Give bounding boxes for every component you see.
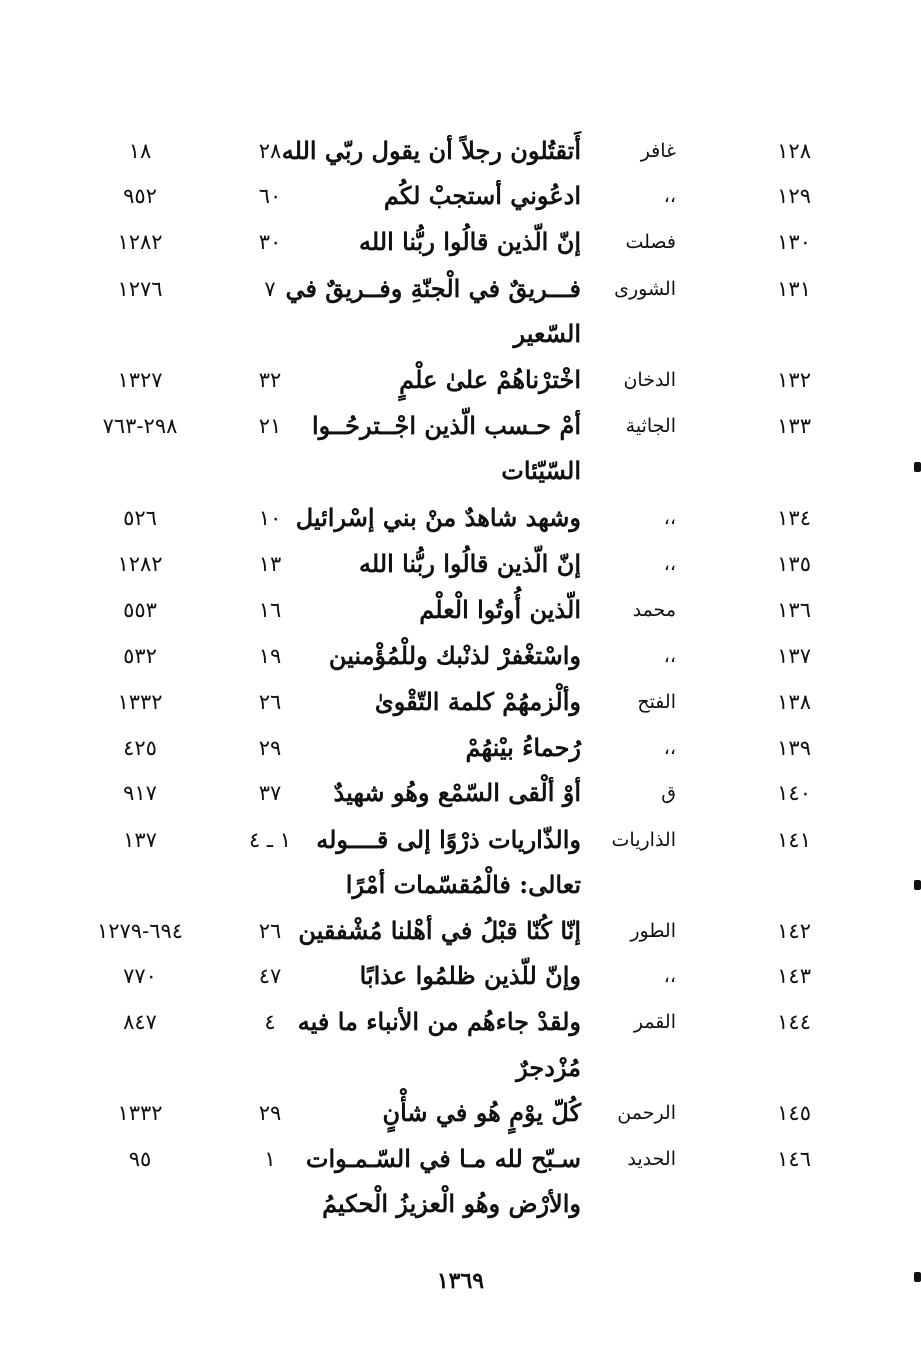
table-row (0, 1136, 921, 1182)
entry-number: ١٣٩ (777, 736, 811, 760)
verse-text: الّذين أُوتُوا الْعلْم (419, 595, 581, 624)
page-reference: ١٨ (128, 139, 152, 163)
sura-name: الدخان (623, 369, 676, 391)
verse-continuation: السّعير (513, 319, 581, 348)
sura-name: الحديد (627, 1148, 676, 1170)
aya-number: ٢٩ (258, 736, 282, 760)
scan-edge-mark (914, 1272, 921, 1282)
page-reference: ٦٩٤-١٢٧٩ (96, 919, 184, 943)
verse-text: وإنّ للّذين ظلمُوا عذابًا (359, 961, 581, 990)
table-row (0, 817, 921, 863)
sura-name: الشورى (614, 278, 676, 300)
verse-text: إنّا كُنّا قبْلُ في أهْلنا مُشْفقين (298, 916, 581, 945)
verse-text: فـــريقٌ في الْجنّةِ وفــريقٌ في (285, 274, 581, 303)
entry-number: ١٤٢ (777, 919, 811, 943)
entry-number: ١٢٩ (777, 184, 811, 208)
sura-name: فصلت (625, 231, 676, 253)
aya-number: ١٦ (258, 598, 282, 622)
table-row (0, 128, 921, 174)
page-reference: ١٣٢٧ (117, 368, 163, 392)
page-reference: ٩٥٢ (123, 184, 157, 208)
table-row (0, 219, 921, 265)
verse-text: ولقدْ جاءهُم من الأنباء ما فيه (297, 1007, 581, 1036)
aya-number: ٣٢ (258, 368, 282, 392)
entry-number: ١٣٣ (777, 414, 811, 438)
sura-name: محمد (632, 599, 676, 621)
verse-text: أَتقتُلون رجلاً أن يقول ربّي الله (281, 136, 581, 165)
verse-text: وشهد شاهدٌ منْ بني إسْرائيل (295, 503, 581, 532)
aya-number: ٢٦ (258, 690, 282, 714)
page-reference: ١٣٧ (123, 828, 157, 852)
page-reference: ٥٥٣ (123, 598, 157, 622)
sura-name: القمر (633, 1011, 676, 1033)
entry-number: ١٤١ (777, 828, 811, 852)
verse-text: أمْ حـسب الّذين اجْــترحُــوا (312, 411, 581, 440)
entry-number: ١٣١ (777, 277, 811, 301)
page-reference: ٢٩٨-٧٦٣ (102, 414, 178, 438)
page-reference: ٧٧٠ (123, 964, 157, 988)
sura-name: الذاريات (611, 829, 676, 851)
entry-number: ١٤٠ (777, 781, 811, 805)
table-row (0, 908, 921, 954)
entry-number: ١٤٦ (777, 1147, 811, 1171)
table-row (0, 725, 921, 771)
page-reference: ٥٢٦ (123, 506, 157, 530)
verse-text: إنّ الّذين قالُوا ربُّنا الله (358, 227, 581, 256)
verse-continuation: السّيّئات (501, 456, 581, 485)
page-reference: ٥٣٢ (123, 644, 157, 668)
sura-name: الطور (630, 920, 676, 942)
entry-number: ١٤٥ (777, 1101, 811, 1125)
aya-number: ٤٧ (258, 964, 282, 988)
table-row (0, 266, 921, 312)
page-reference: ١٢٨٢ (117, 230, 163, 254)
page-reference: ١٢٧٦ (117, 277, 163, 301)
sura-name: الرحمن (617, 1102, 676, 1124)
verse-text: إنّ الّذين قالُوا ربُّنا الله (358, 549, 581, 578)
entry-number: ١٤٣ (777, 964, 811, 988)
aya-number: ١ (264, 1147, 276, 1171)
table-row (0, 587, 921, 633)
page-number: ١٣٦٩ (436, 1268, 485, 1294)
page-reference: ١٣٣٢ (117, 690, 163, 714)
scan-edge-mark (914, 880, 921, 890)
aya-number: ٢٦ (258, 919, 282, 943)
table-row (0, 999, 921, 1045)
verse-text: رُحماءُ بيْنهُمْ (465, 733, 581, 762)
table-row (0, 770, 921, 816)
entry-number: ١٣٥ (777, 552, 811, 576)
verse-continuation: مُزْدجرٌ (516, 1053, 581, 1082)
sura-name: ،، (663, 507, 676, 529)
aya-number: ٢٩ (258, 1101, 282, 1125)
entry-number: ١٣٠ (777, 230, 811, 254)
table-row (0, 1090, 921, 1136)
table-row (0, 679, 921, 725)
verse-text: سـبّح لله مـا في السّـمـوات (305, 1144, 581, 1173)
table-row (0, 173, 921, 219)
page-reference: ١٣٣٢ (117, 1101, 163, 1125)
verse-text: كُلّ يوْمٍ هُو في شأْنٍ (382, 1098, 581, 1127)
scan-edge-mark (914, 462, 921, 472)
sura-name: الفتح (637, 691, 676, 713)
sura-name: ،، (663, 737, 676, 759)
entry-number: ١٣٧ (777, 644, 811, 668)
entry-number: ١٣٤ (777, 506, 811, 530)
aya-number: ٢١ (258, 414, 282, 438)
aya-number: ٦٠ (258, 184, 282, 208)
aya-number: ١٩ (258, 644, 282, 668)
table-row (0, 403, 921, 449)
table-row (0, 633, 921, 679)
entry-number: ١٤٤ (777, 1010, 811, 1034)
verse-text: واسْتغْفرْ لذنْبك وللْمُؤْمنين (328, 641, 581, 670)
aya-number: ٢٨ (258, 139, 282, 163)
aya-number: ٣٧ (258, 781, 282, 805)
sura-name: الجاثية (625, 415, 676, 437)
sura-name: ق (661, 782, 676, 804)
verse-text: وألْزمهُمْ كلمة التّقْوىٰ (374, 687, 581, 716)
table-row (0, 495, 921, 541)
aya-number: ٣٠ (258, 230, 282, 254)
entry-number: ١٣٢ (777, 368, 811, 392)
page-reference: ٩٥ (128, 1147, 152, 1171)
sura-name: ،، (663, 965, 676, 987)
verse-continuation: والأرْض وهُو الْعزيزُ الْحكيمُ (322, 1189, 581, 1218)
table-row (0, 953, 921, 999)
verse-text: والذّاريات ذرْوًا إلى قــــوله (316, 825, 581, 854)
aya-number: ١ ـ ٤ (248, 828, 292, 852)
entry-number: ١٣٨ (777, 690, 811, 714)
page-reference: ٨٤٧ (123, 1010, 157, 1034)
aya-number: ٤ (264, 1010, 276, 1034)
verse-text: ادعُوني أستجبْ لكُم (383, 181, 581, 210)
page-reference: ٩١٧ (123, 781, 157, 805)
page-reference: ١٢٨٢ (117, 552, 163, 576)
table-row (0, 357, 921, 403)
page-reference: ٤٢٥ (123, 736, 157, 760)
entry-number: ١٣٦ (777, 598, 811, 622)
verse-text: اخْترْناهُمْ علىٰ علْمٍ (399, 365, 581, 394)
aya-number: ٧ (264, 277, 276, 301)
sura-name: ،، (663, 185, 676, 207)
sura-name: غافر (640, 140, 676, 162)
aya-number: ١٠ (258, 506, 282, 530)
table-row (0, 541, 921, 587)
aya-number: ١٣ (258, 552, 282, 576)
verse-continuation: تعالى: فالْمُقسّمات أمْرًا (345, 870, 581, 899)
sura-name: ،، (663, 645, 676, 667)
verse-text: أوْ ألْقى السّمْع وهُو شهيدٌ (333, 778, 581, 807)
entry-number: ١٢٨ (777, 139, 811, 163)
sura-name: ،، (663, 553, 676, 575)
